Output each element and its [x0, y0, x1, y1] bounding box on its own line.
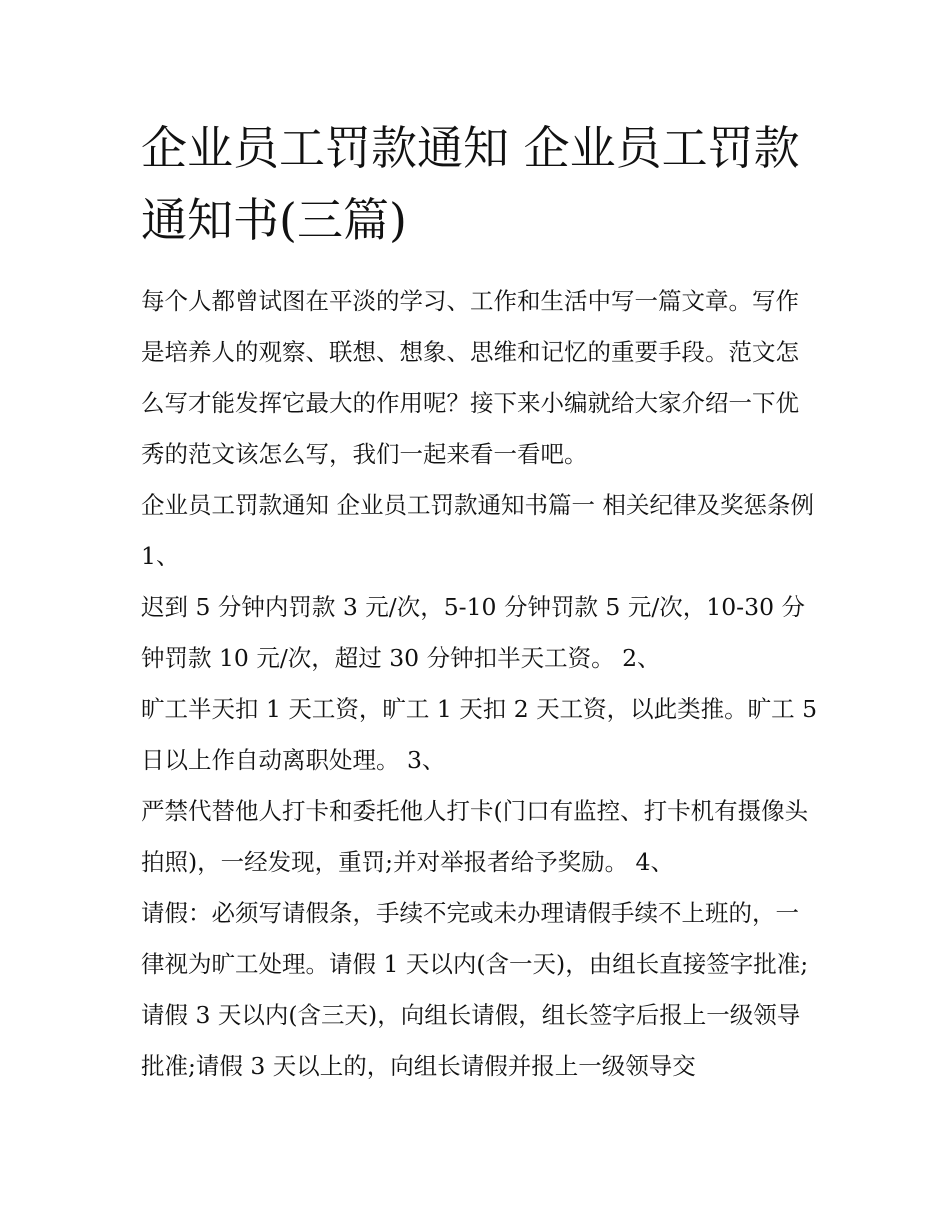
- rule-lateness-paragraph: 迟到 5 分钟内罚款 3 元/次，5-10 分钟罚款 5 元/次，10-30 分钟罚款 10 元/次，超过 30 分钟扣半天工资。 2、: [141, 593, 805, 672]
- document-body: [141, 276, 821, 1092]
- document-title: 企业员工罚款通知 企业员工罚款通知书(三篇): [141, 121, 800, 247]
- intro-paragraph: 每个人都曾试图在平淡的学习、工作和生活中写一篇文章。写作是培养人的观察、联想、想象、思维和记忆的重要手段。范文怎么写才能发挥它最大的作用呢？接下来小编就给大家介绍一下优秀的范文该怎么写，我们一起来看一看吧。: [141, 287, 799, 468]
- rule-leave-paragraph: 请假：必须写请假条，手续不完或未办理请假手续不上班的，一律视为旷工处理。请假 1 天以内(含一天)，由组长直接签字批准;请假 3 天以内(含三天)，向组长请假，组长签字后报上一级领导批准;请假 3 天以上的，向组长请假并报上一级领导交: [141, 899, 809, 1080]
- section-heading-paragraph: 企业员工罚款通知 企业员工罚款通知书篇一 相关纪律及奖惩条例 1、: [141, 491, 814, 570]
- rule-absence-paragraph: 旷工半天扣 1 天工资，旷工 1 天扣 2 天工资，以此类推。旷工 5 日以上作自动离职处理。 3、: [141, 695, 818, 774]
- rule-clock-in-paragraph: 严禁代替他人打卡和委托他人打卡(门口有监控、打卡机有摄像头拍照)，一经发现，重罚;并对举报者给予奖励。 4、: [141, 797, 809, 876]
